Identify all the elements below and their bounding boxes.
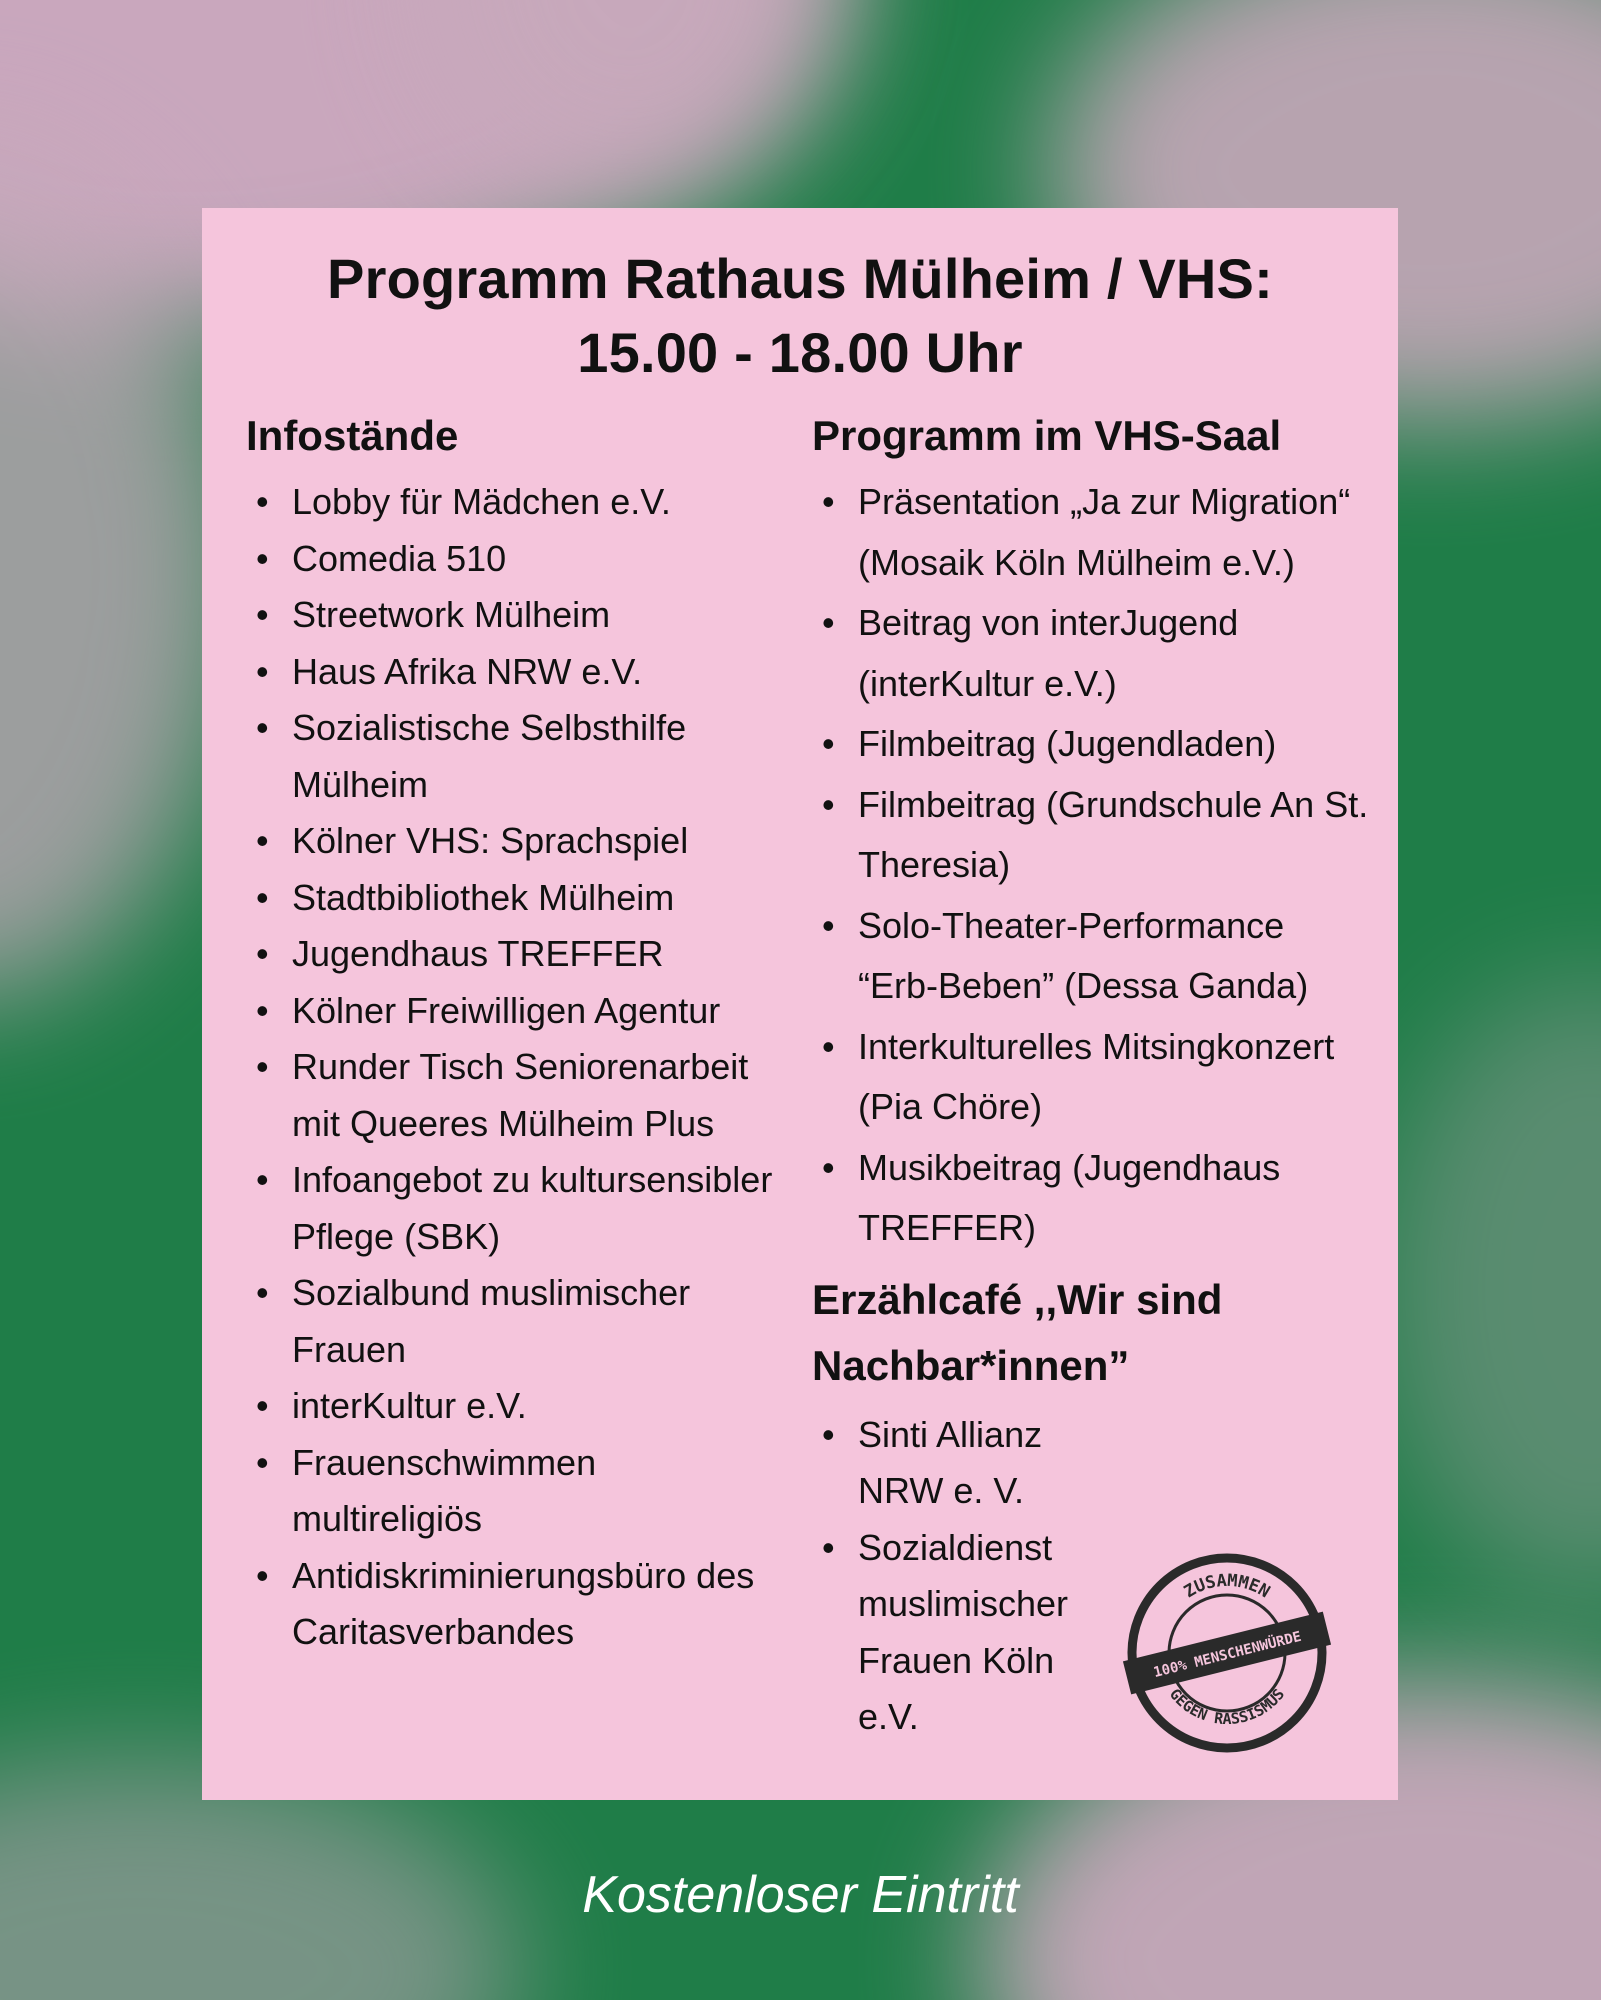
infostaende-column	[246, 408, 786, 1661]
list-item: • Kölner VHS: Sprachspiel	[246, 813, 786, 870]
list-item: • Filmbeitrag (Jugendladen)	[812, 714, 1372, 775]
list-item: • Comedia 510	[246, 531, 786, 588]
list-item: • Frauenschwimmen multireligiös	[246, 1435, 786, 1548]
stamp-band-text: 100% MENSCHENWÜRDE	[1151, 1628, 1304, 1682]
list-item: • Jugendhaus TREFFER	[246, 926, 786, 983]
list-item: • Solo-Theater-Performance “Erb-Beben” (Dessa Ganda)	[812, 896, 1372, 1017]
infostaende-heading: Infostände	[246, 412, 459, 459]
erzaehlcafe-heading: Erzählcafé ,,Wir sind Nachbar*innen”	[812, 1275, 1223, 1389]
list-item: • Musikbeitrag (Jugendhaus TREFFER)	[812, 1138, 1372, 1259]
list-item: • Beitrag von interJugend (interKultur e.V.)	[812, 593, 1372, 714]
list-item: • Kölner Freiwilligen Agentur	[246, 983, 786, 1040]
vhs-saal-column	[812, 408, 1372, 1746]
vhs-saal-heading: Programm im VHS-Saal	[812, 412, 1282, 459]
stamp-logo	[1122, 1548, 1332, 1758]
free-entry-footer: Kostenloser Eintritt	[582, 1866, 1019, 1924]
list-item: • Antidiskriminierungsbüro des Caritasverbandes	[246, 1548, 786, 1661]
list-item: • Haus Afrika NRW e.V.	[246, 644, 786, 701]
list-item: • Infoangebot zu kultursensibler Pflege (SBK)	[246, 1152, 786, 1265]
stamp-bottom-text: GEGEN RASSISMUS	[1165, 1685, 1289, 1728]
stamp-top-text: ZUSAMMEN	[1180, 1570, 1274, 1603]
title-line-2: 15.00 - 18.00 Uhr	[577, 321, 1023, 384]
list-item: • interKultur e.V.	[246, 1378, 786, 1435]
background-pink-spray	[1380, 980, 1601, 1600]
list-item: • Sinti Allianz NRW e. V.	[812, 1407, 1108, 1520]
list-item: • Stadtbibliothek Mülheim	[246, 870, 786, 927]
list-item: • Sozialistische Selbsthilfe Mülheim	[246, 700, 786, 813]
list-item: • Interkulturelles Mitsingkonzert (Pia Chöre)	[812, 1017, 1372, 1138]
list-item: • Streetwork Mülheim	[246, 587, 786, 644]
list-item: • Sozialdienst muslimischer Frauen Köln e.V.	[812, 1520, 1108, 1746]
list-item: • Runder Tisch Seniorenarbeit mit Queeres Mülheim Plus	[246, 1039, 786, 1152]
infostaende-list	[246, 474, 786, 1661]
list-item: • Präsentation „Ja zur Migration“ (Mosaik Köln Mülheim e.V.)	[812, 472, 1372, 593]
vhs-saal-list	[812, 472, 1372, 1259]
list-item: • Sozialbund muslimischer Frauen	[246, 1265, 786, 1378]
program-panel	[202, 208, 1398, 1800]
title-line-1: Programm Rathaus Mülheim / VHS:	[327, 247, 1273, 310]
list-item: • Lobby für Mädchen e.V.	[246, 474, 786, 531]
page-title	[202, 242, 1398, 390]
list-item: • Filmbeitrag (Grundschule An St. Theresia)	[812, 775, 1372, 896]
